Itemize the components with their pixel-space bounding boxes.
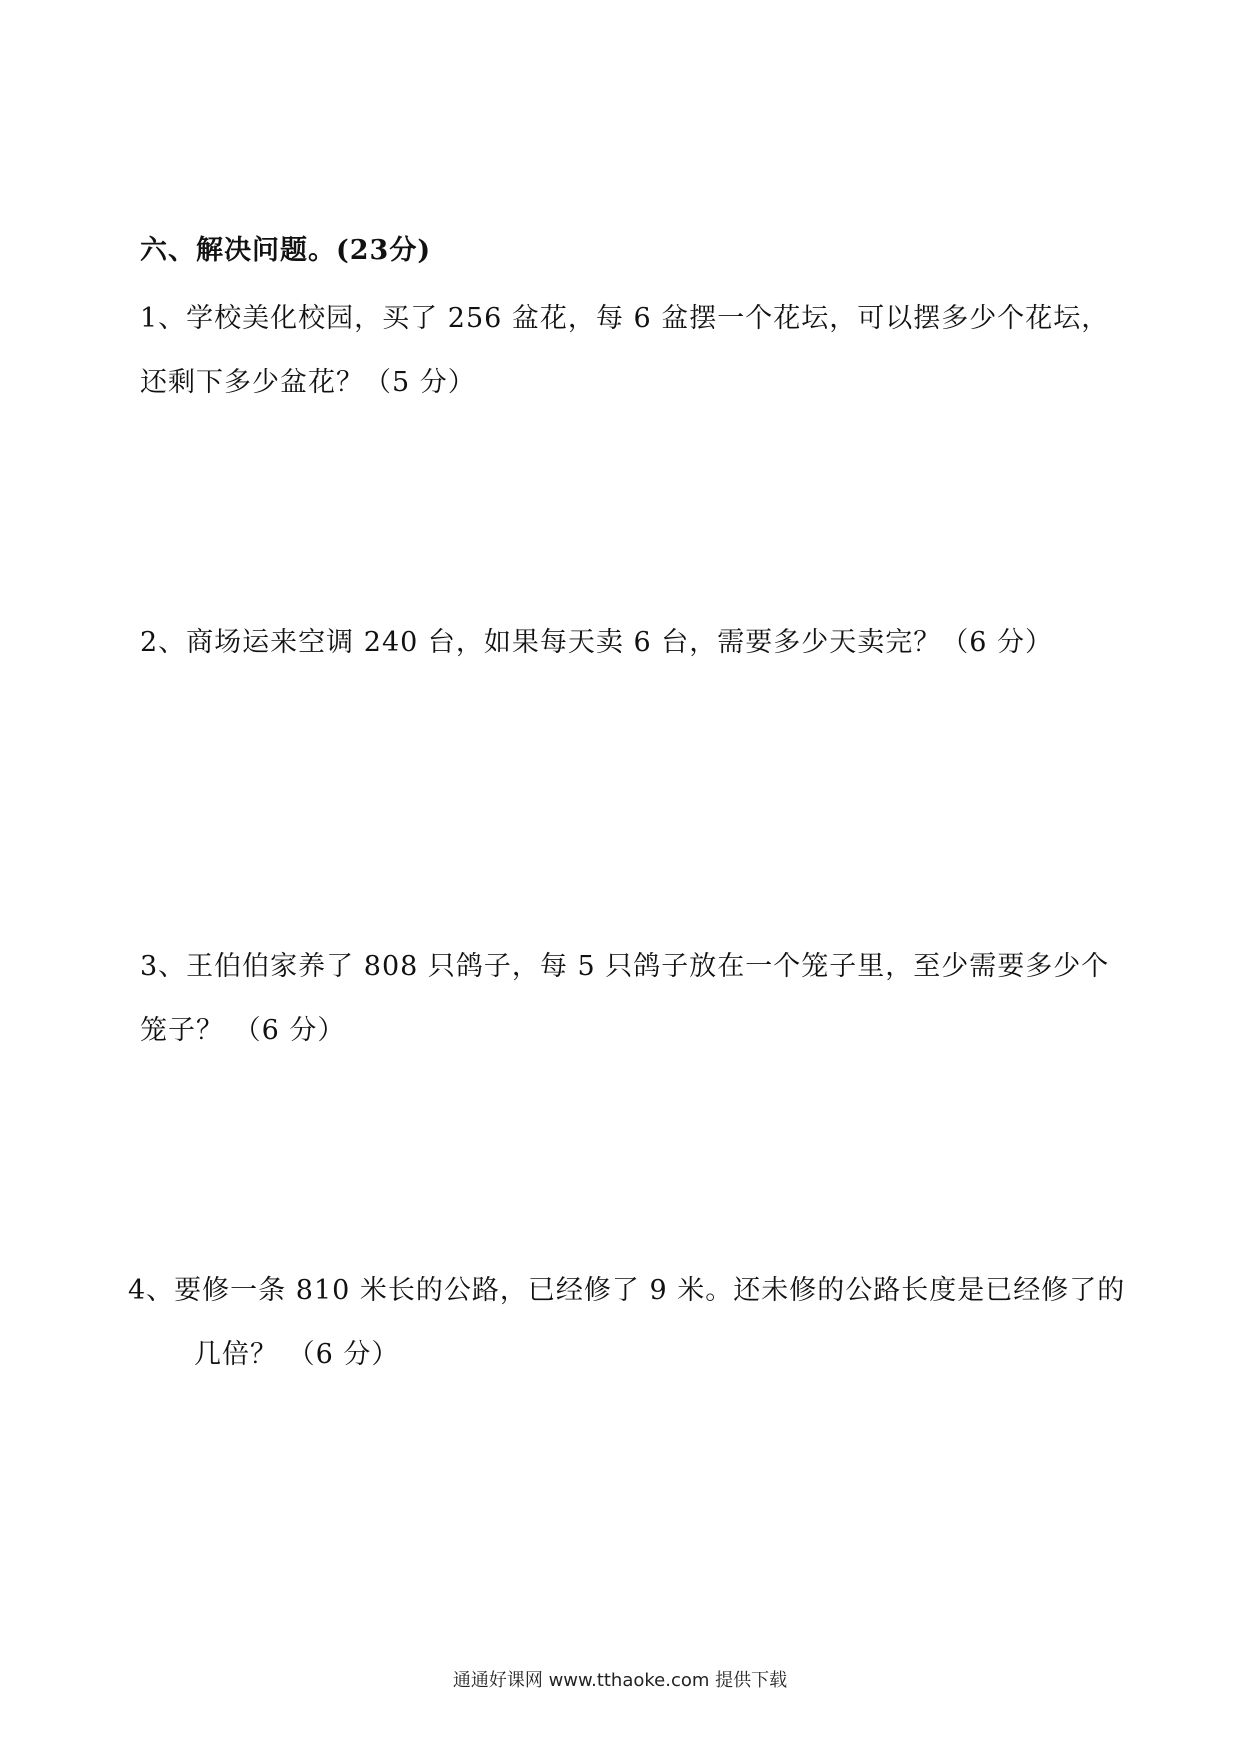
problem-3-line-2: 笼子？ （6 分） [140, 1015, 346, 1046]
problem-2-line-1: 2、商场运来空调 240 台，如果每天卖 6 台，需要多少天卖完？（6 分） [140, 627, 1053, 658]
problem-4-line-2: 几倍？ （6 分） [194, 1339, 400, 1370]
problem-1-line-2: 还剩下多少盆花？（5 分） [140, 367, 476, 398]
problem-3-line-1: 3、王伯伯家养了 808 只鸽子，每 5 只鸽子放在一个笼子里，至少需要多少个 [140, 951, 1110, 982]
problem-4-line-1: 4、要修一条 810 米长的公路，已经修了 9 米。还未修的公路长度是已经修了的 [128, 1275, 1126, 1306]
section-title: 六、解决问题。(23分) [140, 235, 432, 266]
footer-download-note: 通通好课网 www.tthaoke.com 提供下载 [452, 1670, 788, 1691]
problem-1-line-1: 1、学校美化校园，买了 256 盆花，每 6 盆摆一个花坛，可以摆多少个花坛， [140, 303, 1110, 334]
